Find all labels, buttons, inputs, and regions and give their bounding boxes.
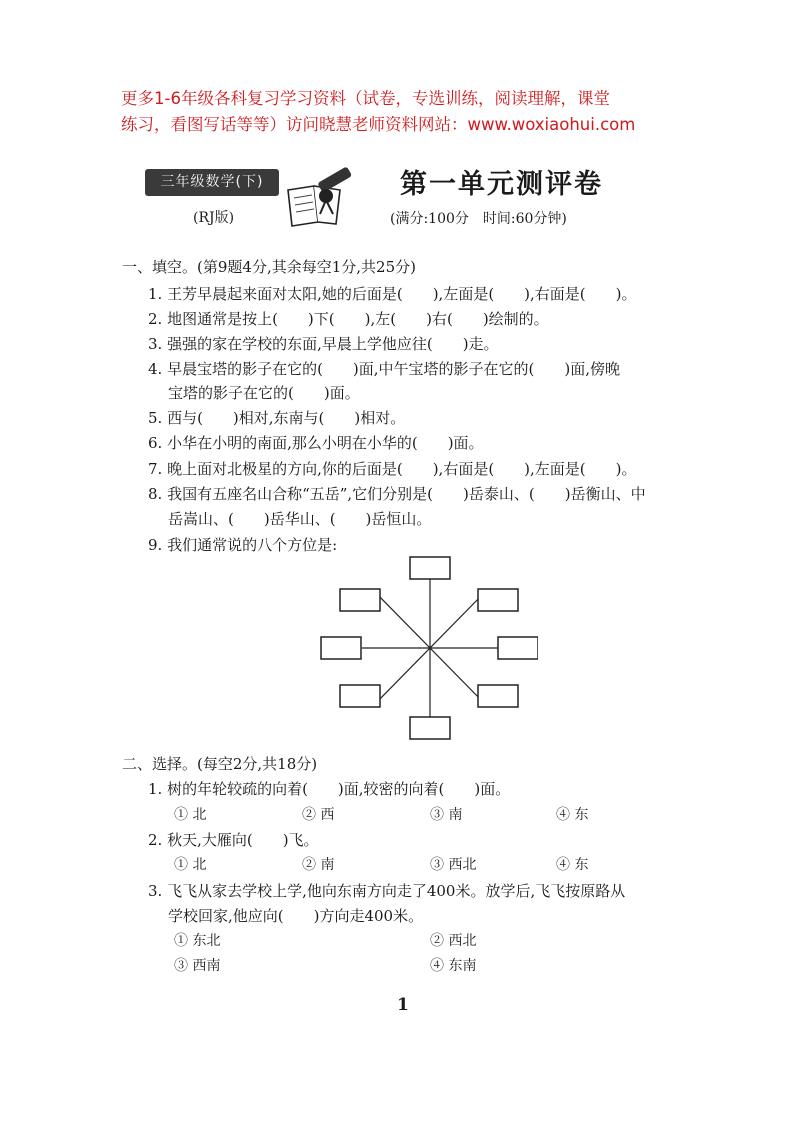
- fill-q8: 8. 我国有五座名山合称“五岳”,它们分别是( )岳泰山、( )岳衡山、中: [148, 485, 646, 503]
- page-title: 第一单元测评卷: [400, 169, 603, 200]
- choice-q2: 2. 秋天,大雁向( )飞。: [148, 831, 319, 849]
- fill-q6: 6. 小华在小明的南面,那么小明在小华的( )面。: [148, 434, 484, 452]
- choice-q2-opt-3[interactable]: ③ 西北: [430, 857, 477, 873]
- answer-box-south[interactable]: [410, 717, 450, 739]
- choice-q1: 1. 树的年轮较疏的向着( )面,较密的向着( )面。: [148, 780, 511, 798]
- fill-q7: 7. 晚上面对北极星的方向,你的后面是( ),右面是( ),左面是( )。: [148, 460, 637, 478]
- choice-q3-opt-4[interactable]: ④ 东南: [430, 958, 477, 974]
- banner-line-1: 更多1-6年级各科复习学习资料（试卷，专选训练，阅读理解，课堂: [121, 89, 610, 108]
- choice-q3-cont: 学校回家,他应向( )方向走400米。: [168, 907, 424, 925]
- eight-directions-diagram: [318, 555, 538, 745]
- answer-box-northeast[interactable]: [478, 589, 518, 611]
- choice-q3-opt-2[interactable]: ② 西北: [430, 933, 477, 949]
- section-1-heading: 一、填空。(第9题4分,其余每空1分,共25分): [122, 258, 416, 276]
- choice-q3-opt-1[interactable]: ① 东北: [174, 933, 221, 949]
- edition-label: (RJ版): [193, 210, 235, 226]
- fill-q1: 1. 王芳早晨起来面对太阳,她的后面是( ),左面是( ),右面是( )。: [148, 285, 637, 303]
- choice-q1-opt-3[interactable]: ③ 南: [430, 807, 463, 823]
- promo-banner: [121, 86, 711, 138]
- banner-line-2: 练习，看图写话等等）访问晓慧老师资料网站：www.woxiaohui.com: [121, 115, 636, 134]
- answer-box-north[interactable]: [410, 557, 450, 579]
- telescope-book-icon: [280, 160, 358, 230]
- choice-q2-opt-1[interactable]: ① 北: [174, 857, 207, 873]
- score-time-info: (满分:100分 时间:60分钟): [390, 211, 567, 227]
- fill-q5: 5. 西与( )相对,东南与( )相对。: [148, 409, 406, 427]
- answer-box-east[interactable]: [498, 637, 538, 659]
- answer-box-southwest[interactable]: [340, 685, 380, 707]
- section-2-heading: 二、选择。(每空2分,共18分): [122, 755, 318, 773]
- fill-q9: 9. 我们通常说的八个方位是:: [148, 536, 338, 554]
- choice-q3: 3. 飞飞从家去学校上学,他向东南方向走了400米。放学后,飞飞按原路从: [148, 882, 626, 900]
- choice-q3-opt-3[interactable]: ③ 西南: [174, 958, 221, 974]
- choice-q1-opt-4[interactable]: ④ 东: [556, 807, 589, 823]
- fill-q4: 4. 早晨宝塔的影子在它的( )面,中午宝塔的影子在它的( )面,傍晚: [148, 360, 621, 378]
- answer-box-west[interactable]: [321, 637, 361, 659]
- answer-box-southeast[interactable]: [478, 685, 518, 707]
- fill-q4-cont: 宝塔的影子在它的( )面。: [168, 384, 360, 402]
- choice-q1-opt-1[interactable]: ① 北: [174, 807, 207, 823]
- choice-q1-opt-2[interactable]: ② 西: [302, 807, 335, 823]
- page-number: 1: [397, 995, 409, 1015]
- choice-q2-opt-4[interactable]: ④ 东: [556, 857, 589, 873]
- fill-q2: 2. 地图通常是按上( )下( ),左( )右( )绘制的。: [148, 310, 549, 328]
- choice-q2-opt-2[interactable]: ② 南: [302, 857, 335, 873]
- fill-q3: 3. 强强的家在学校的东面,早晨上学他应往( )走。: [148, 335, 499, 353]
- grade-badge: 三年级数学(下): [145, 169, 279, 196]
- fill-q8-cont: 岳嵩山、( )岳华山、( )岳恒山。: [168, 510, 432, 528]
- answer-box-northwest[interactable]: [340, 589, 380, 611]
